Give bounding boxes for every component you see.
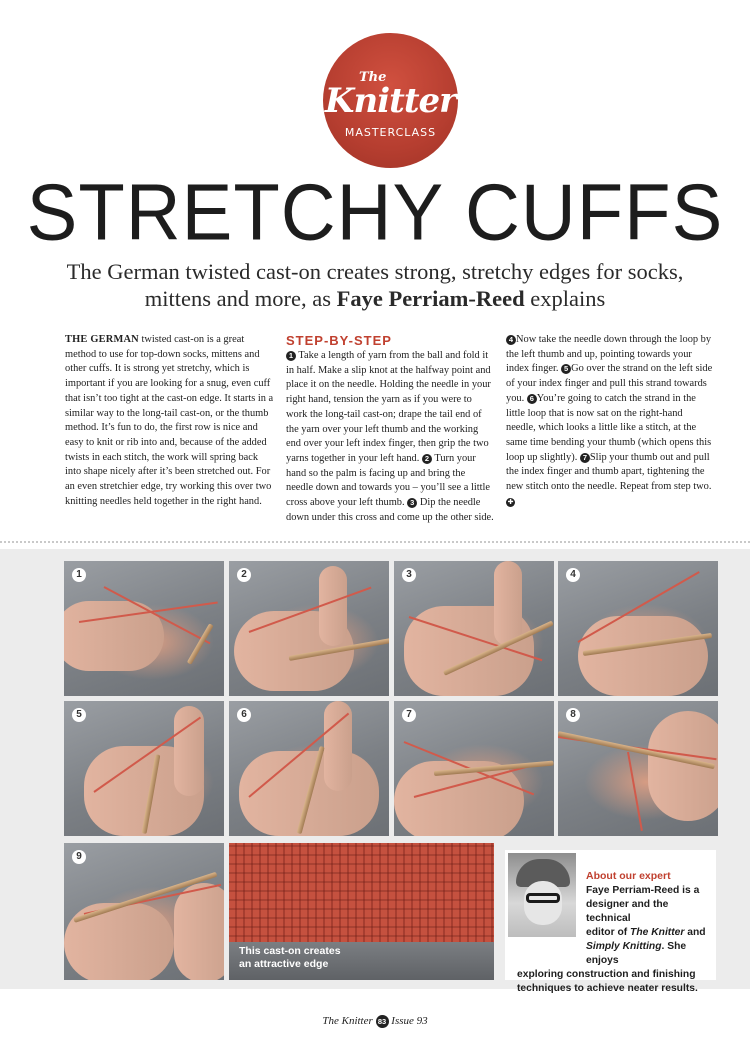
page-number: 83	[376, 1015, 389, 1028]
step-text: Now take the needle down through the loop by the left thumb and up, pointing towards your index finger.	[506, 334, 712, 375]
step-photo-3	[394, 561, 554, 696]
bio-line: designer and the technical	[586, 899, 669, 924]
step-photo-5	[64, 701, 224, 836]
intro-column	[65, 333, 275, 509]
intro-lead: THE GERMAN	[65, 334, 139, 345]
step-photo-8	[558, 701, 718, 836]
end-mark-icon: ✚	[507, 497, 514, 506]
subtitle-author: Faye Perriam-Reed	[336, 286, 525, 311]
step-text: Take a length of yarn from the ball and fold it in half. Make a slip knot at the halfway point and place it on the needle. Holding the needle in your right hand, tension the yarn as if you were to work the long-tail cast-on; drape the tail end of the yarn over your left thumb and the working end over your left index finger, then grip the two yarns together in your left hand.	[286, 350, 491, 464]
bio-text: and	[684, 927, 706, 938]
page-subtitle	[60, 258, 690, 312]
photo-number: 5	[72, 708, 86, 722]
step-photo-9	[64, 843, 224, 980]
photo-number: 6	[237, 708, 251, 722]
photo-number: 3	[402, 568, 416, 582]
dotted-divider	[0, 541, 750, 549]
footer-magazine: The Knitter	[322, 1015, 373, 1027]
swatch-caption-line: This cast-on creates	[239, 945, 341, 957]
footer-issue: Issue 93	[391, 1015, 428, 1027]
step-photo-1	[64, 561, 224, 696]
bio-line: exploring construction and finishing	[517, 969, 696, 980]
bio-line: Faye Perriam-Reed is a	[586, 885, 700, 896]
steps-column-continued	[506, 333, 714, 509]
swatch-caption-line: an attractive edge	[239, 958, 329, 970]
bio-text: editor of	[586, 927, 631, 938]
step-text: Dip the needle down under this cross and come up the other side.	[286, 497, 494, 523]
expert-bio	[517, 884, 713, 996]
step-photo-4	[558, 561, 718, 696]
photo-number: 9	[72, 850, 86, 864]
about-expert-box	[505, 850, 716, 994]
step-photo-2	[229, 561, 389, 696]
step-number: 5	[561, 364, 571, 374]
swatch-caption	[239, 945, 341, 971]
bio-line	[517, 940, 713, 968]
step-number: 6	[527, 394, 537, 404]
photo-number: 1	[72, 568, 86, 582]
page-footer	[0, 1015, 750, 1028]
expert-heading: About our expert	[586, 870, 671, 882]
bio-magazine: Simply Knitting	[586, 941, 662, 952]
photo-number: 7	[402, 708, 416, 722]
the-knitter-logo	[323, 33, 458, 168]
bio-line: techniques to achieve neater results.	[517, 983, 698, 994]
logo-masterclass: MASTERCLASS	[344, 126, 437, 139]
subtitle-end: explains	[530, 286, 606, 311]
logo-knitter: Knitter	[324, 81, 457, 121]
step-text: You’re going to catch the strand in the little loop that is now sat on the right-hand needle, which looks a little like a stitch, at the same time bending your thumb (which opens this loop up slightly).	[506, 392, 712, 463]
step-number: 7	[580, 453, 590, 463]
cast-on-swatch-photo	[229, 843, 494, 980]
steps-column	[286, 333, 494, 525]
photo-number: 2	[237, 568, 251, 582]
page-title: STRETCHY CUFFS	[26, 167, 724, 258]
step-number: 2	[422, 454, 432, 464]
logo-the: The	[359, 70, 387, 85]
step-number: 1	[286, 351, 296, 361]
step-number: 4	[506, 335, 516, 345]
bio-line	[517, 926, 713, 940]
photo-number: 8	[566, 708, 580, 722]
step-number: 3	[407, 498, 417, 508]
photo-number: 4	[566, 568, 580, 582]
step-photo-6	[229, 701, 389, 836]
bio-magazine: The Knitter	[630, 927, 685, 938]
step-text: Go over the strand on the left side of your index finger and pull this strand towards you.	[506, 363, 713, 404]
steps-heading: STEP-BY-STEP	[286, 333, 392, 348]
step-text: Turn your hand so the palm is facing up and bring the needle down and towards you – you’ll see a little cross above your left thumb.	[286, 452, 491, 509]
subtitle-main: The German twisted cast-on creates strong, stretchy edges for socks, mittens and more, as	[66, 259, 684, 311]
intro-text: twisted cast-on is a great method to use for top-down socks, mittens and other cuffs. It is strong yet stretchy, which is important if you are looking for a snug, even cuff that isn’t too tight at the cast-on edge. It starts in a similar way to the long-tail cast-on, or the thumb method. It’s fun to do, the first row is nice and easy to knit or rib into and, because of the added twists in each stitch, the work will spring back into shape nicely after it’s been stretched out. For an even stretchier edge, try working this over two knitting needles held together in the right hand.	[65, 334, 274, 507]
bio-text: . She enjoys	[586, 941, 687, 966]
step-text: Slip your thumb out and pull the index finger and thumb apart, tightening the new stitch onto the needle. Repeat from step two.	[506, 451, 712, 493]
step-photo-7	[394, 701, 554, 836]
